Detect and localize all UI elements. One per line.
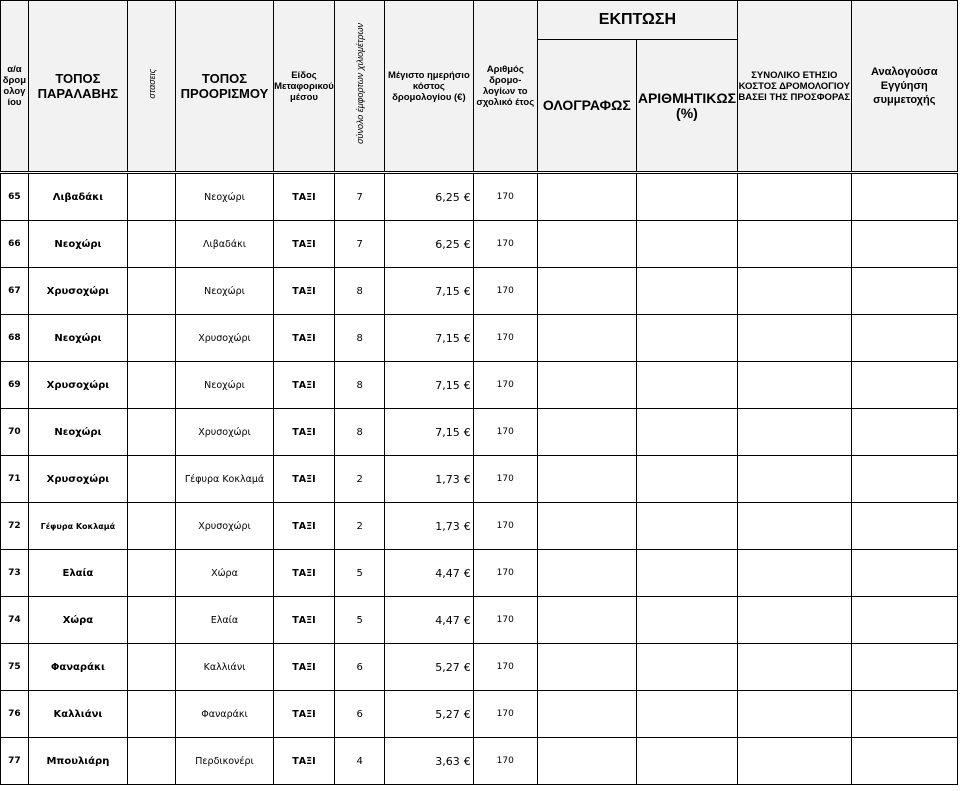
cell-from: Χρυσοχώρι [28,456,127,503]
cell-total [738,738,852,785]
cell-stops [127,409,176,456]
table-row [1,362,958,409]
cell-cost [384,691,473,738]
cell-cost [384,456,473,503]
cell-km: 4 [335,738,385,785]
cell-total [738,268,852,315]
cell-stops [127,362,176,409]
cell-aa: 67 [1,268,29,315]
cell-cost [384,550,473,597]
cell-guarantee [851,362,957,409]
cell-km: 7 [335,221,385,268]
cell-aa: 72 [1,503,29,550]
cell-aa: 69 [1,362,29,409]
header-to: ΤΟΠΟΣ ΠΡΟΟΡΙΣΜΟΥ [176,1,273,172]
cell-guarantee [851,315,957,362]
cell-stops [127,597,176,644]
cell-aa: 74 [1,597,29,644]
table-row [1,268,958,315]
cell-total [738,597,852,644]
cell-numeric [636,268,737,315]
cell-aa: 68 [1,315,29,362]
cell-stops [127,268,176,315]
cell-words [537,503,636,550]
cell-days: 170 [473,456,537,503]
cell-to: Χρυσοχώρι [176,503,273,550]
euro-symbol: € [463,613,471,627]
cell-days: 170 [473,503,537,550]
cell-cost [384,409,473,456]
cell-total [738,221,852,268]
cell-guarantee [851,221,957,268]
cell-to: Χρυσοχώρι [176,409,273,456]
cell-means: ΤΑΞΙ [273,597,335,644]
cell-total [738,456,852,503]
cell-words [537,691,636,738]
euro-symbol: € [463,425,471,439]
cell-to: Νεοχώρι [176,268,273,315]
cell-stops [127,456,176,503]
cell-from: Γέφυρα Κοκλαμά [28,503,127,550]
cost-value: 3,63 [435,754,460,768]
cell-numeric [636,456,737,503]
cell-stops [127,691,176,738]
cell-km: 7 [335,174,385,221]
cell-guarantee [851,550,957,597]
cell-days: 170 [473,409,537,456]
cost-value: 7,15 [435,378,460,392]
cell-means: ΤΑΞΙ [273,691,335,738]
cell-means: ΤΑΞΙ [273,738,335,785]
cell-stops [127,174,176,221]
header-discount: ΕΚΠΤΩΣΗ [537,1,737,40]
cell-from: Νεοχώρι [28,315,127,362]
cost-value: 4,47 [435,566,460,580]
table-row [1,644,958,691]
cell-stops [127,221,176,268]
cell-cost [384,268,473,315]
cell-numeric [636,691,737,738]
cell-km: 8 [335,268,385,315]
table-row [1,738,958,785]
cell-to: Γέφυρα Κοκλαμά [176,456,273,503]
cost-value: 1,73 [435,519,460,533]
cost-value: 7,15 [435,284,460,298]
cost-value: 4,47 [435,613,460,627]
euro-symbol: € [463,707,471,721]
euro-symbol: € [463,378,471,392]
cell-words [537,221,636,268]
cell-words [537,409,636,456]
cell-guarantee [851,174,957,221]
cell-words [537,456,636,503]
cell-to: Νεοχώρι [176,174,273,221]
header-aa: α/α δρομ ολογ ίου [1,1,29,172]
cell-numeric [636,409,737,456]
cell-from: Μπουλιάρη [28,738,127,785]
cell-words [537,738,636,785]
cell-from: Χώρα [28,597,127,644]
cell-total [738,315,852,362]
cell-total [738,644,852,691]
header-stops-label: στασεις [146,68,157,99]
cell-total [738,550,852,597]
cell-means: ΤΑΞΙ [273,550,335,597]
cell-from: Λιβαδάκι [28,174,127,221]
cell-means: ΤΑΞΙ [273,268,335,315]
euro-symbol: € [463,519,471,533]
cell-aa: 70 [1,409,29,456]
cell-means: ΤΑΞΙ [273,644,335,691]
cell-total [738,362,852,409]
cell-words [537,174,636,221]
header-days: Αριθμός δρομο-λογίων το σχολικό έτος [473,1,537,172]
cell-total [738,503,852,550]
cell-km: 8 [335,315,385,362]
cell-cost [384,221,473,268]
table-row [1,409,958,456]
cell-means: ΤΑΞΙ [273,174,335,221]
cell-words [537,362,636,409]
table-row [1,550,958,597]
cell-km: 2 [335,503,385,550]
cell-numeric [636,597,737,644]
cell-guarantee [851,644,957,691]
cell-days: 170 [473,738,537,785]
cell-total [738,691,852,738]
cell-numeric [636,550,737,597]
header-means: Είδος Μεταφορικού μέσου [273,1,335,172]
cell-to: Καλλιάνι [176,644,273,691]
cell-to: Χρυσοχώρι [176,315,273,362]
cost-value: 6,25 [435,190,460,204]
cell-total [738,409,852,456]
cell-km: 6 [335,691,385,738]
cell-km: 6 [335,644,385,691]
cell-cost [384,315,473,362]
header-row [1,1,958,40]
cost-value: 5,27 [435,660,460,674]
cell-to: Νεοχώρι [176,362,273,409]
cell-cost [384,644,473,691]
table-row [1,315,958,362]
cell-means: ΤΑΞΙ [273,221,335,268]
euro-symbol: € [463,284,471,298]
cell-means: ΤΑΞΙ [273,362,335,409]
header-km [335,1,385,172]
cell-to: Περδικονέρι [176,738,273,785]
cell-means: ΤΑΞΙ [273,456,335,503]
cell-days: 170 [473,362,537,409]
cell-days: 170 [473,315,537,362]
cell-days: 170 [473,691,537,738]
cell-numeric [636,174,737,221]
cell-stops [127,550,176,597]
euro-symbol: € [463,754,471,768]
cell-cost [384,362,473,409]
cell-aa: 71 [1,456,29,503]
cell-km: 5 [335,597,385,644]
header-numeric: ΑΡΙΘΜΗΤΙΚΩΣ (%) [636,40,737,172]
cell-to: Χώρα [176,550,273,597]
cell-guarantee [851,691,957,738]
cell-stops [127,738,176,785]
cell-means: ΤΑΞΙ [273,409,335,456]
cell-numeric [636,221,737,268]
cell-guarantee [851,268,957,315]
table-row [1,691,958,738]
cell-words [537,268,636,315]
cell-stops [127,503,176,550]
cell-aa: 65 [1,174,29,221]
table-row [1,503,958,550]
cell-guarantee [851,409,957,456]
cell-aa: 73 [1,550,29,597]
cell-stops [127,315,176,362]
cell-numeric [636,315,737,362]
cell-days: 170 [473,644,537,691]
cell-guarantee [851,503,957,550]
header-words: ΟΛΟΓΡΑΦΩΣ [537,40,636,172]
cell-from: Ελαία [28,550,127,597]
cell-means: ΤΑΞΙ [273,503,335,550]
cell-numeric [636,644,737,691]
header-stops [127,1,176,172]
cell-numeric [636,503,737,550]
cell-means: ΤΑΞΙ [273,315,335,362]
euro-symbol: € [463,472,471,486]
header-km-label: σύνολο έμφορτων χιλιομέτρων [354,23,365,144]
cost-value: 7,15 [435,331,460,345]
cell-numeric [636,362,737,409]
cell-words [537,644,636,691]
cell-cost [384,738,473,785]
euro-symbol: € [463,566,471,580]
cost-value: 1,73 [435,472,460,486]
table-row [1,456,958,503]
cell-days: 170 [473,597,537,644]
cell-km: 5 [335,550,385,597]
table-row [1,221,958,268]
table-body [1,172,958,785]
cell-words [537,597,636,644]
cell-from: Φαναράκι [28,644,127,691]
cell-to: Φαναράκι [176,691,273,738]
cell-words [537,315,636,362]
table-row [1,174,958,221]
header-total: ΣΥΝΟΛΙΚΟ ΕΤΗΣΙΟ ΚΟΣΤΟΣ ΔΡΟΜΟΛΟΓΙΟΥ ΒΑΣΕΙ ΤΗΣ ΠΡΟΣΦΟΡΑΣ [738,1,852,172]
cell-days: 170 [473,174,537,221]
cell-aa: 66 [1,221,29,268]
cell-stops [127,644,176,691]
cell-from: Χρυσοχώρι [28,362,127,409]
cell-guarantee [851,597,957,644]
cell-days: 170 [473,550,537,597]
euro-symbol: € [463,190,471,204]
cell-total [738,174,852,221]
cell-km: 8 [335,409,385,456]
cost-value: 5,27 [435,707,460,721]
euro-symbol: € [463,660,471,674]
cell-words [537,550,636,597]
header-cost: Μέγιστο ημερήσιο κόστος δρομολογίου (€) [384,1,473,172]
cell-to: Λιβαδάκι [176,221,273,268]
cell-numeric [636,738,737,785]
cell-guarantee [851,738,957,785]
cell-from: Νεοχώρι [28,221,127,268]
cell-aa: 76 [1,691,29,738]
cell-km: 8 [335,362,385,409]
euro-symbol: € [463,237,471,251]
header-from: ΤΟΠΟΣ ΠΑΡΑΛΑΒΗΣ [28,1,127,172]
cell-cost [384,503,473,550]
header-guarantee: Αναλογούσα Εγγύηση συμμετοχής [851,1,957,172]
cell-cost [384,174,473,221]
cell-aa: 75 [1,644,29,691]
cell-guarantee [851,456,957,503]
cell-km: 2 [335,456,385,503]
euro-symbol: € [463,331,471,345]
cell-days: 170 [473,221,537,268]
cell-aa: 77 [1,738,29,785]
table-row [1,597,958,644]
cell-to: Ελαία [176,597,273,644]
cell-days: 170 [473,268,537,315]
cost-value: 6,25 [435,237,460,251]
cell-cost [384,597,473,644]
cell-from: Νεοχώρι [28,409,127,456]
cell-from: Καλλιάνι [28,691,127,738]
cost-value: 7,15 [435,425,460,439]
cell-from: Χρυσοχώρι [28,268,127,315]
